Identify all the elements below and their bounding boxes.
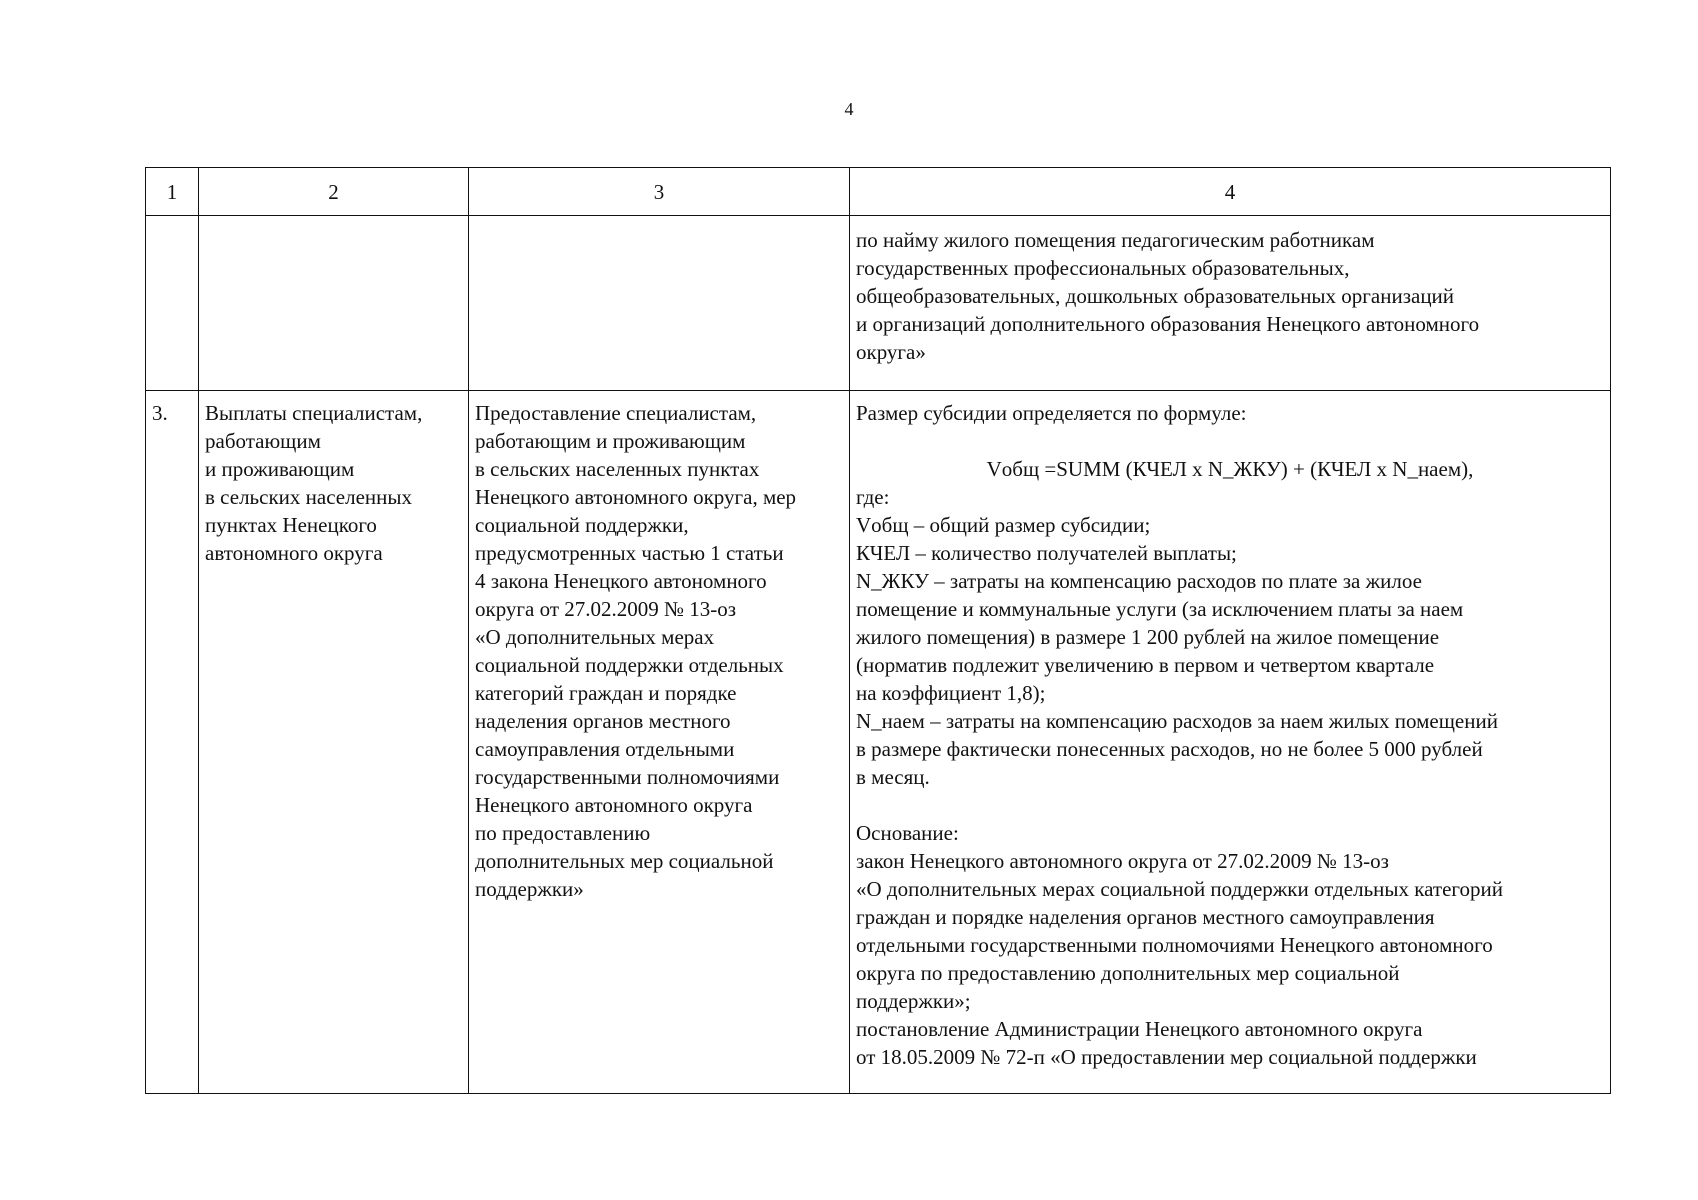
cont-line: по найму жилого помещения педагогическим работникам [856, 228, 1375, 252]
table-row-continuation [146, 216, 1611, 391]
description-line: дополнительных мер социальной [475, 849, 774, 873]
definition-line: Vобщ – общий размер субсидии; [856, 513, 1151, 537]
definition-line: помещение и коммунальные услуги (за исключением платы за наем [856, 597, 1464, 621]
basis-line: от 18.05.2009 № 72-п «О предоставлении мер социальной поддержки [856, 1045, 1477, 1069]
spacer [856, 791, 1604, 819]
basis-line: Основание: [856, 821, 959, 845]
measure-name-line: работающим [205, 429, 321, 453]
measure-name-line: пунктах Ненецкого [205, 513, 377, 537]
basis-line: граждан и порядке наделения органов местного самоуправления [856, 905, 1435, 929]
cont-line: и организаций дополнительного образования Ненецкого автономного [856, 312, 1480, 336]
table-row-3 [146, 391, 1611, 1094]
description-line: Ненецкого автономного округа [475, 793, 753, 817]
definition-line: жилого помещения) в размере 1 200 рублей на жилое помещение [856, 625, 1440, 649]
measure-name-line: Выплаты специалистам, [205, 401, 423, 425]
formula-intro: Размер субсидии определяется по формуле: [856, 401, 1247, 425]
basis-line: закон Ненецкого автономного округа от 27.02.2009 № 13-оз [856, 849, 1389, 873]
description-line: самоуправления отдельными [475, 737, 735, 761]
description-line: категорий граждан и порядке [475, 681, 737, 705]
definition-line: в месяц. [856, 765, 930, 789]
definition-line: где: [856, 485, 890, 509]
description-line: предусмотренных частью 1 статьи [475, 541, 784, 565]
description-line: социальной поддержки, [475, 513, 689, 537]
cont-cell-1 [146, 216, 199, 391]
header-col-3: 3 [469, 168, 850, 216]
definition-line: N_наем – затраты на компенсацию расходов за наем жилых помещений [856, 709, 1498, 733]
cont-cell-2 [199, 216, 469, 391]
measure-name-line: в сельских населенных [205, 485, 412, 509]
basis-line: округа по предоставлению дополнительных мер социальной [856, 961, 1400, 985]
description-line: Предоставление специалистам, [475, 401, 757, 425]
definition-line: в размере фактически понесенных расходов, но не более 5 000 рублей [856, 737, 1483, 761]
description-line: 4 закона Ненецкого автономного [475, 569, 767, 593]
measure-description-cell [469, 391, 850, 1094]
definition-line: на коэффициент 1,8); [856, 681, 1046, 705]
document-table [145, 167, 1611, 1094]
subsidy-formula: Vобщ =SUMM (КЧЕЛ х N_ЖКУ) + (КЧЕЛ х N_наем), [986, 457, 1474, 481]
header-col-1: 1 [146, 168, 199, 216]
description-line: Ненецкого автономного округа, мер [475, 485, 797, 509]
definition-line: (норматив подлежит увеличению в первом и четвертом квартале [856, 653, 1435, 677]
header-col-4: 4 [850, 168, 1611, 216]
cont-cell-3 [469, 216, 850, 391]
cont-line: государственных профессиональных образовательных, [856, 256, 1350, 280]
table-header-row [146, 168, 1611, 216]
spacer [856, 427, 1604, 455]
definition-line: КЧЕЛ – количество получателей выплаты; [856, 541, 1237, 565]
cont-cell-4 [850, 216, 1611, 391]
description-line: округа от 27.02.2009 № 13-оз [475, 597, 737, 621]
cont-line: округа» [856, 340, 926, 364]
basis-line: постановление Администрации Ненецкого автономного округа [856, 1017, 1423, 1041]
description-line: по предоставлению [475, 821, 651, 845]
basis-line: поддержки»; [856, 989, 971, 1013]
description-line: работающим и проживающим [475, 429, 746, 453]
measure-name-line: и проживающим [205, 457, 355, 481]
description-line: государственными полномочиями [475, 765, 780, 789]
measure-name-cell [199, 391, 469, 1094]
description-line: поддержки» [475, 877, 584, 901]
basis-line: «О дополнительных мерах социальной поддержки отдельных категорий [856, 877, 1503, 901]
description-line: социальной поддержки отдельных [475, 653, 784, 677]
cont-line: общеобразовательных, дошкольных образовательных организаций [856, 284, 1455, 308]
description-line: «О дополнительных мерах [475, 625, 715, 649]
measure-name-line: автономного округа [205, 541, 383, 565]
basis-line: отдельными государственными полномочиями Ненецкого автономного [856, 933, 1493, 957]
page-number: 4 [844, 99, 854, 119]
calculation-cell [850, 391, 1611, 1094]
description-line: в сельских населенных пунктах [475, 457, 760, 481]
description-line: наделения органов местного [475, 709, 731, 733]
definition-line: N_ЖКУ – затраты на компенсацию расходов по плате за жилое [856, 569, 1422, 593]
row-number: 3. [146, 391, 199, 1094]
header-col-2: 2 [199, 168, 469, 216]
